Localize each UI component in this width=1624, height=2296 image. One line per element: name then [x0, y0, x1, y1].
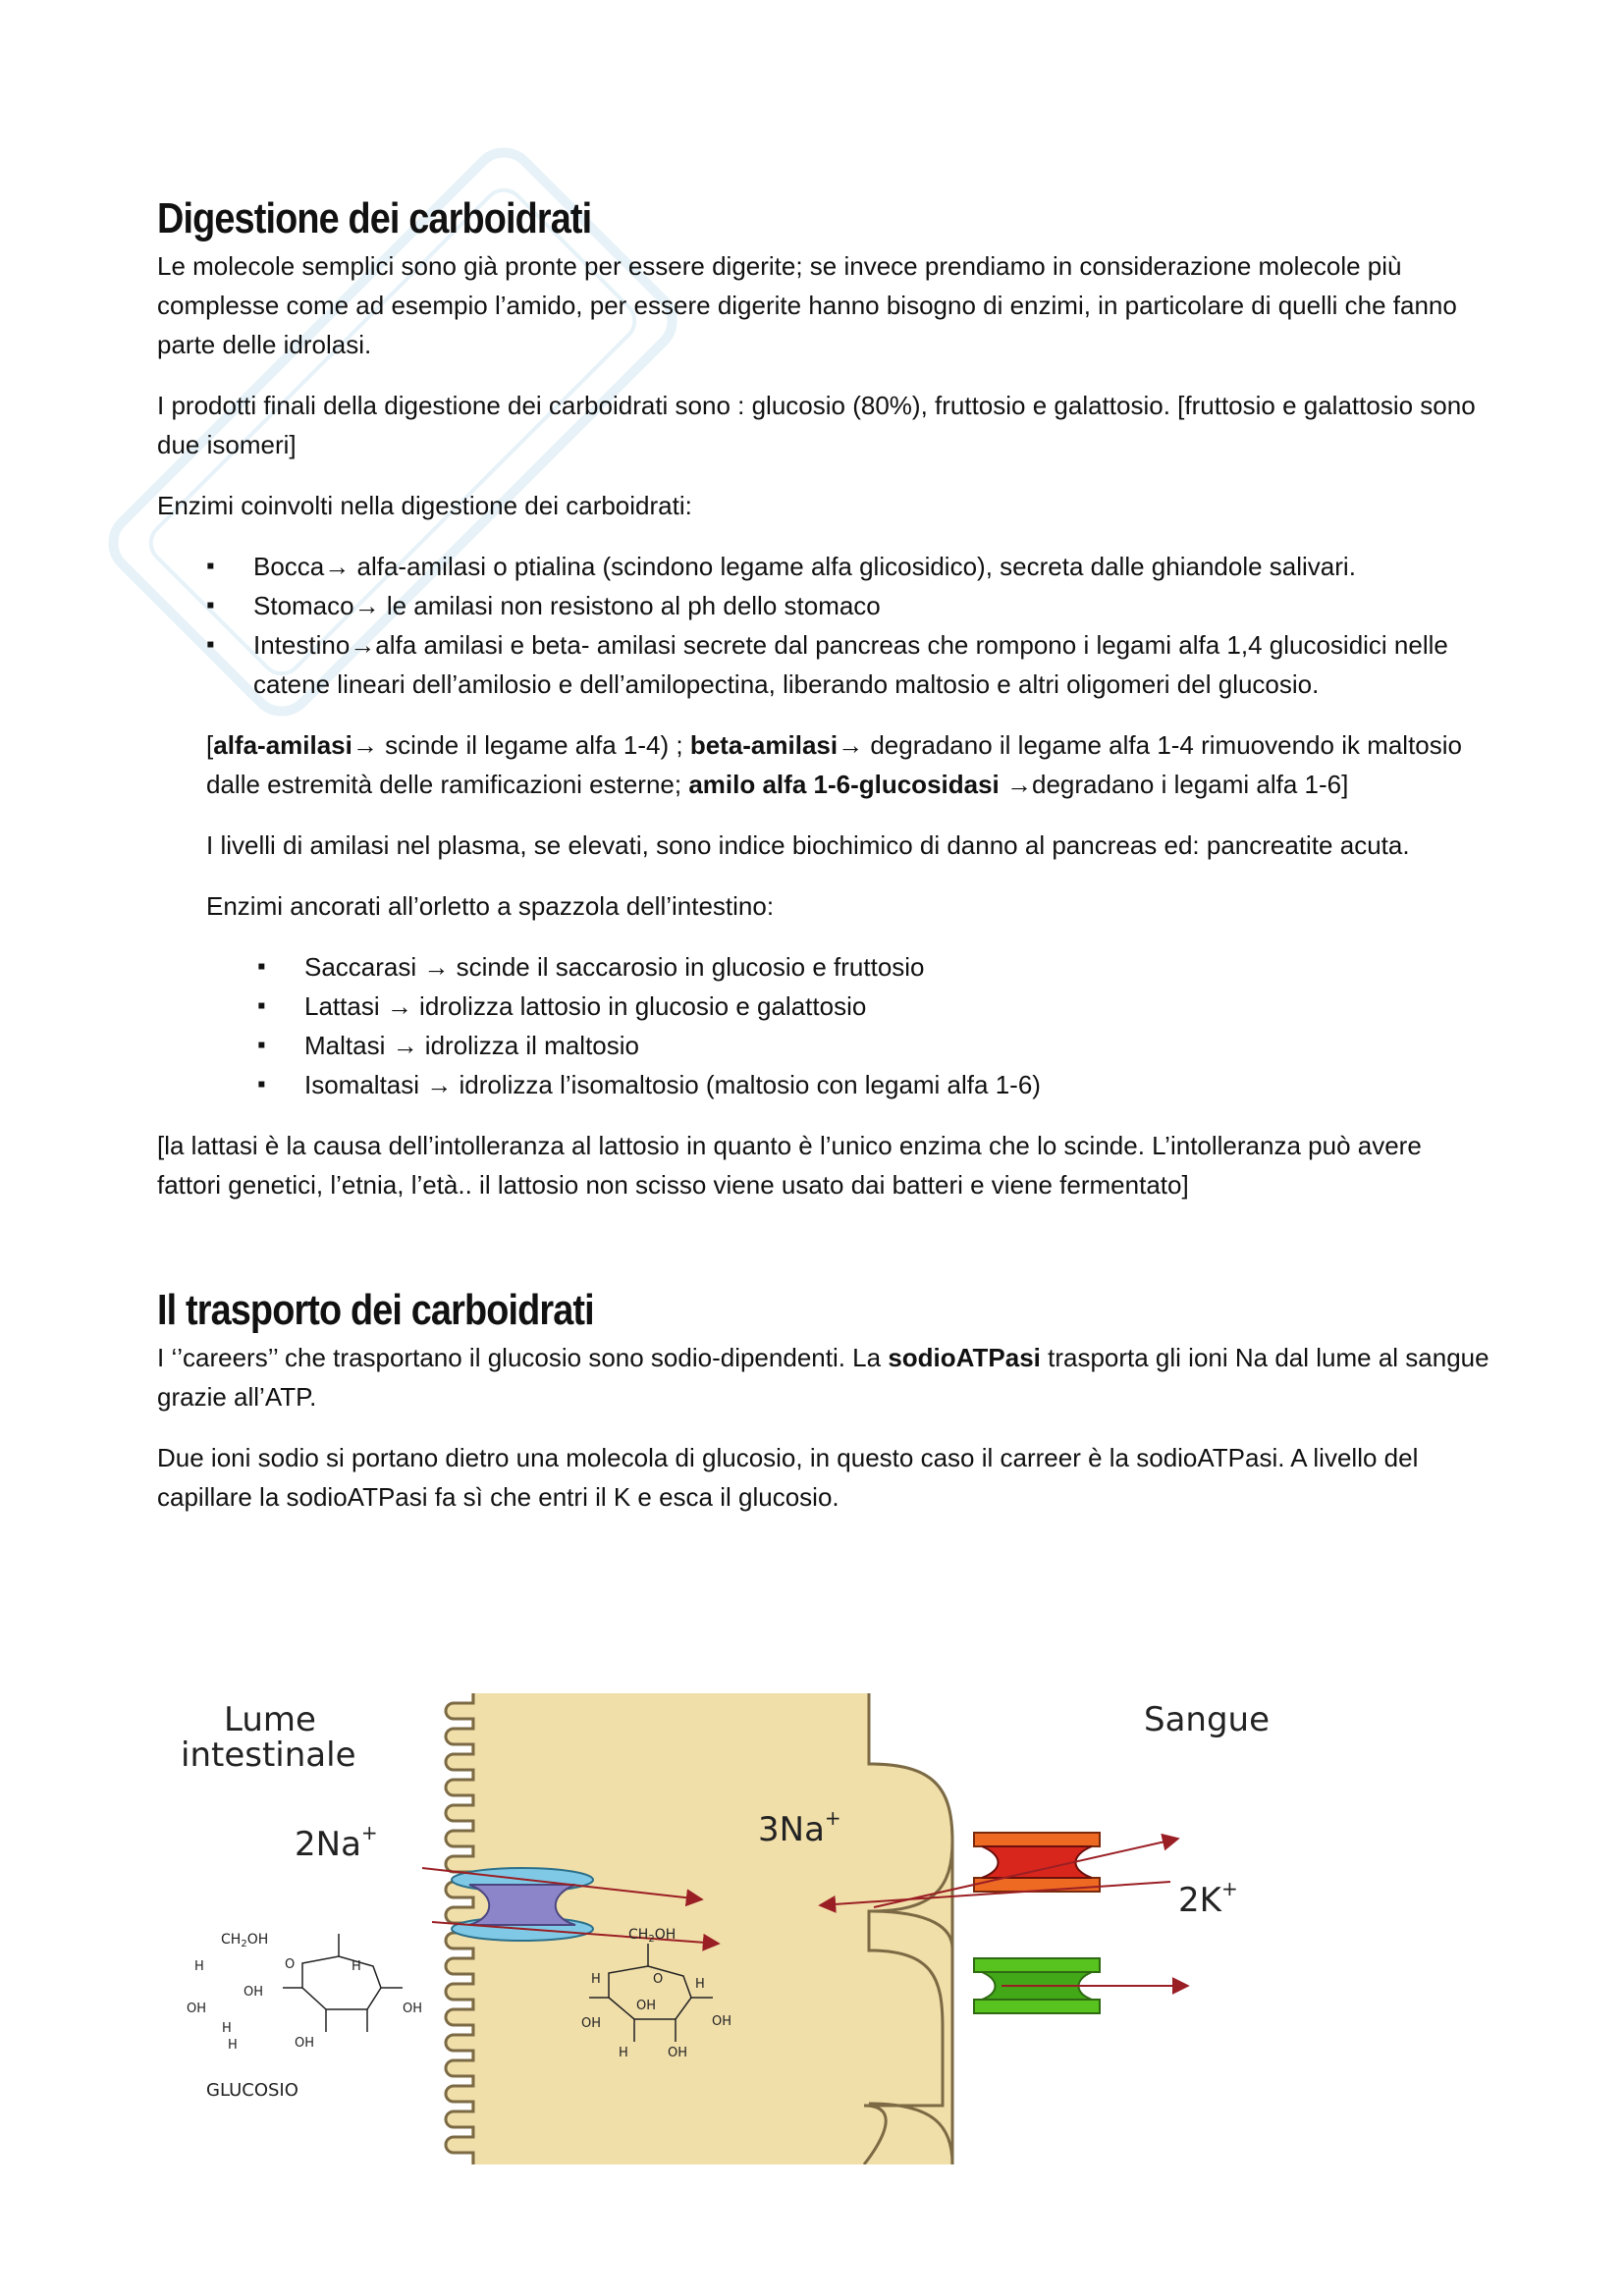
list-item: ▪ Isomaltasi → idrolizza l’isomaltosio (maltosio con legami alfa 1-6): [206, 1065, 1492, 1104]
list-item-text: le amilasi non resistono al ph dello stomaco: [379, 591, 881, 620]
svg-text:OH: OH: [295, 2036, 315, 2051]
label-sangue: Sangue: [1144, 1700, 1271, 1739]
term-sodioatpasi: sodioATPasi: [888, 1343, 1041, 1372]
label-2k: 2K+: [1178, 1877, 1238, 1920]
svg-text:H: H: [228, 2038, 238, 2053]
svg-text:H: H: [591, 1972, 601, 1987]
svg-text:H: H: [619, 2046, 628, 2060]
list-item-head: Intestino: [253, 630, 351, 660]
paragraph-final-products: I prodotti finali della digestione dei carboidrati sono : glucosio (80%), fruttosio e galattosio. [fruttosio e galattosio sono due isomeri]: [157, 391, 1476, 459]
list-item-head: Stomaco: [253, 591, 354, 620]
arrow-icon: →: [352, 730, 378, 760]
svg-text:O: O: [285, 1957, 296, 1972]
paragraph-lactose-intolerance: [la lattasi è la causa dell’intolleranza al lattosio in quanto è l’unico enzima che lo scinde. L’intolleranza può avere fattori genetici, l’etnia, l’età.. il lattosio non scisso viene usato dai batteri e viene fermentato]: [157, 1131, 1422, 1200]
list-item: [157, 625, 1492, 704]
svg-text:OH: OH: [636, 1999, 657, 2013]
svg-text:H: H: [352, 1959, 361, 1974]
arrow-icon: →: [386, 991, 412, 1021]
label-2na: 2Na+: [295, 1821, 378, 1864]
list-item: ▪ Maltasi → idrolizza il maltosio: [206, 1026, 1492, 1065]
svg-text:H: H: [695, 1977, 705, 1992]
paragraph-enzymes-intro: Enzimi coinvolti nella digestione dei carboidrati:: [157, 491, 692, 520]
arrow-icon: →: [392, 1031, 418, 1060]
svg-text:O: O: [653, 1972, 664, 1987]
svg-text:OH: OH: [403, 2002, 423, 2016]
enzyme-location-list: [157, 547, 1492, 704]
arrow-icon: →: [426, 1070, 453, 1099]
svg-text:OH: OH: [712, 2014, 732, 2029]
paragraph-carriers: I ‘’careers’’ che trasportano il glucosio sono sodio-dipendenti. La sodioATPasi trasporta gli ioni Na dal lume al sangue grazie all’ATP.: [157, 1343, 1489, 1412]
list-item: [157, 547, 1492, 586]
term-beta-amilasi: beta-amilasi: [689, 730, 839, 760]
term-glucosidasi: amilo alfa 1-6-glucosidasi: [688, 770, 1000, 799]
svg-text:H: H: [222, 2021, 232, 2036]
section-title-digestione: Digestione dei carboidrati: [157, 194, 592, 242]
list-item: ▪ Saccarasi → scinde il saccarosio in glucosio e fruttosio: [206, 947, 1492, 987]
list-item-text: alfa-amilasi o ptialina (scindono legame alfa glicosidico), secreta dalle ghiandole salivari.: [350, 552, 1356, 581]
svg-text:OH: OH: [668, 2046, 688, 2060]
list-item: [157, 586, 1492, 625]
paragraph-amylase-note: [alfa-amilasi→ scinde il legame alfa 1-4) ; beta-amilasi→ degradano il legame alfa 1-4 rimuovendo ik maltosio dalle estremità delle ramificazioni esterne; amilo alfa 1-6-glucosidasi →degradano i legami alfa 1-6]: [206, 730, 1463, 799]
arrow-icon: →: [324, 552, 351, 581]
arrow-icon: →: [999, 770, 1033, 799]
svg-text:H: H: [194, 1959, 204, 1974]
paragraph-plasma-levels: I livelli di amilasi nel plasma, se elevati, sono indice biochimico di danno al pancreas ed: pancreatite acuta.: [206, 830, 1410, 860]
glucose-molecule: [187, 1932, 422, 2101]
paragraph-brush-border: Enzimi ancorati all’orletto a spazzola dell’intestino:: [206, 891, 775, 921]
label-intestinale: intestinale: [181, 1735, 356, 1775]
list-item: ▪ Lattasi → idrolizza lattosio in glucosio e galattosio: [206, 987, 1492, 1026]
arrow-icon: →: [350, 630, 376, 660]
brush-border-enzyme-list: [206, 947, 1492, 1104]
label-3na: 3Na+: [758, 1806, 841, 1849]
svg-text:OH: OH: [581, 2016, 602, 2031]
term-alfa-amilasi: alfa-amilasi: [213, 730, 352, 760]
section-title-trasporto: Il trasporto dei carboidrati: [157, 1286, 594, 1334]
svg-text:OH: OH: [187, 2002, 207, 2016]
svg-text:OH: OH: [244, 1985, 264, 2000]
glucose-transport-diagram: [157, 1693, 1492, 2164]
label-lume: Lume: [224, 1700, 316, 1739]
paragraph-sodium-glucose: Due ioni sodio si portano dietro una molecola di glucosio, in questo caso il carreer è la sodioATPasi. A livello del capillare la sodioATPasi fa sì che entri il K e esca il glucosio.: [157, 1443, 1419, 1512]
arrow-icon: →: [353, 591, 380, 620]
list-item-text: alfa amilasi e beta- amilasi secrete dal pancreas che rompono i legami alfa 1,4 glucosidici nelle catene lineari dell’amilosio e dell’amilopectina, liberando maltosio e altri oligomeri del glucosio.: [253, 630, 1448, 699]
document-body: [157, 191, 1492, 1538]
svg-text:CH2OH: $CH_2OH$: [628, 1927, 677, 1945]
paragraph-intro: Le molecole semplici sono già pronte per essere digerite; se invece prendiamo in considerazione molecole più complesse come ad esempio l’amido, per essere digerite hanno bisogno di enzimi, in particolare di quelli che fanno parte delle idrolasi.: [157, 251, 1457, 359]
arrow-icon: →: [423, 952, 450, 982]
svg-text:CH2OH: $CH_2OH$: [221, 1932, 269, 1949]
list-item-head: Bocca: [253, 552, 325, 581]
arrow-icon: →: [838, 730, 864, 760]
label-glucosio: GLUCOSIO: [206, 2080, 298, 2101]
